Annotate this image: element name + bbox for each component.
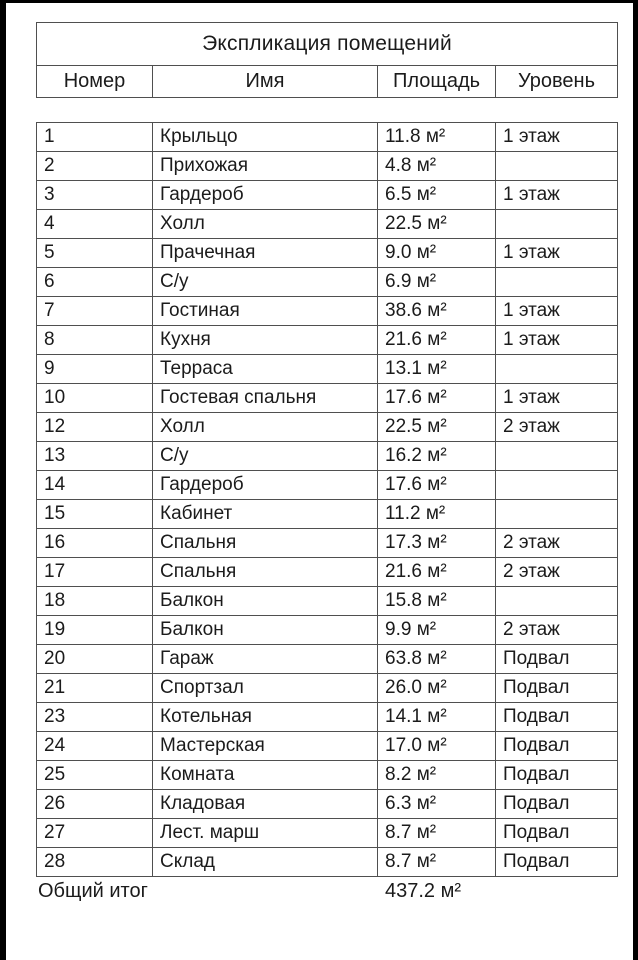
cell-area: 22.5 м² [377, 413, 495, 441]
total-label: Общий итог [38, 879, 148, 902]
cell-level: 2 этаж [495, 558, 617, 586]
cell-area: 16.2 м² [377, 442, 495, 470]
table-row [37, 760, 617, 789]
cell-number: 26 [44, 793, 66, 814]
table-row [37, 412, 617, 441]
cell-area: 63.8 м² [377, 645, 495, 673]
table-row [37, 818, 617, 847]
cell-area: 8.2 м² [377, 761, 495, 789]
cell-number: 23 [44, 706, 66, 727]
table-row [37, 325, 617, 354]
table-row [37, 267, 617, 296]
cell-level: 2 этаж [495, 616, 617, 644]
cell-name: Гардероб [152, 471, 377, 499]
table-row [37, 499, 617, 528]
table-row [37, 644, 617, 673]
cell-area: 11.2 м² [377, 500, 495, 528]
rooms-table [36, 122, 618, 877]
cell-area: 11.8 м² [377, 123, 495, 151]
cell-name: Гостиная [152, 297, 377, 325]
cell-number: 24 [44, 735, 66, 756]
cell-name: Комната [152, 761, 377, 789]
cell-name: Гостевая спальня [152, 384, 377, 412]
cell-area: 15.8 м² [377, 587, 495, 615]
table-row [37, 180, 617, 209]
cell-name: Котельная [152, 703, 377, 731]
table-row [37, 528, 617, 557]
cell-number: 21 [44, 677, 66, 698]
cell-name: Спальня [152, 558, 377, 586]
cell-level [495, 471, 617, 499]
table-row [37, 586, 617, 615]
cell-number: 20 [44, 648, 66, 669]
cell-area: 17.6 м² [377, 384, 495, 412]
table-row [37, 731, 617, 760]
cell-name: Кладовая [152, 790, 377, 818]
cell-area: 21.6 м² [377, 326, 495, 354]
column-header-number: Номер [63, 70, 126, 92]
column-header-level: Уровень [495, 66, 617, 97]
cell-level: 1 этаж [495, 181, 617, 209]
table-row [37, 151, 617, 180]
cell-level: Подвал [495, 819, 617, 847]
cell-level: Подвал [495, 790, 617, 818]
cell-number: 16 [44, 532, 66, 553]
column-header-area: Площадь [377, 66, 495, 97]
cell-area: 9.9 м² [377, 616, 495, 644]
scan-edge-left [0, 0, 6, 960]
cell-level [495, 355, 617, 383]
cell-name: Гараж [152, 645, 377, 673]
cell-number: 12 [44, 416, 66, 437]
cell-level [495, 442, 617, 470]
cell-area: 6.3 м² [377, 790, 495, 818]
table-row [37, 615, 617, 644]
cell-level: Подвал [495, 703, 617, 731]
cell-name: Спортзал [152, 674, 377, 702]
cell-level [495, 152, 617, 180]
cell-name: С/у [152, 442, 377, 470]
cell-number: 9 [44, 358, 55, 379]
cell-area: 8.7 м² [377, 848, 495, 876]
cell-level: 1 этаж [495, 384, 617, 412]
cell-name: Кабинет [152, 500, 377, 528]
total-row [38, 876, 618, 906]
cell-name: С/у [152, 268, 377, 296]
table-row [37, 557, 617, 586]
cell-name: Лест. марш [152, 819, 377, 847]
cell-number: 4 [44, 213, 55, 234]
cell-name: Склад [152, 848, 377, 876]
cell-name: Прихожая [152, 152, 377, 180]
cell-area: 22.5 м² [377, 210, 495, 238]
cell-number: 27 [44, 822, 66, 843]
cell-level: Подвал [495, 645, 617, 673]
column-header-row [37, 66, 617, 97]
cell-level: 1 этаж [495, 326, 617, 354]
cell-number: 13 [44, 445, 66, 466]
table-header-block [36, 22, 618, 98]
cell-name: Терраса [152, 355, 377, 383]
cell-level: Подвал [495, 732, 617, 760]
total-value: 437.2 м² [385, 879, 462, 902]
cell-level: 1 этаж [495, 123, 617, 151]
cell-number: 5 [44, 242, 55, 263]
cell-level: Подвал [495, 674, 617, 702]
cell-name: Мастерская [152, 732, 377, 760]
cell-name: Прачечная [152, 239, 377, 267]
cell-level [495, 268, 617, 296]
cell-area: 6.9 м² [377, 268, 495, 296]
cell-level [495, 500, 617, 528]
cell-name: Холл [152, 413, 377, 441]
cell-area: 17.6 м² [377, 471, 495, 499]
table-row [37, 354, 617, 383]
table-row [37, 238, 617, 267]
cell-area: 26.0 м² [377, 674, 495, 702]
cell-name: Холл [152, 210, 377, 238]
cell-name: Крыльцо [152, 123, 377, 151]
cell-area: 14.1 м² [377, 703, 495, 731]
cell-name: Балкон [152, 587, 377, 615]
table-row [37, 470, 617, 499]
cell-level: 2 этаж [495, 529, 617, 557]
cell-area: 38.6 м² [377, 297, 495, 325]
cell-name: Спальня [152, 529, 377, 557]
table-row [37, 847, 617, 876]
table-row [37, 441, 617, 470]
cell-area: 9.0 м² [377, 239, 495, 267]
table-row [37, 383, 617, 412]
cell-level [495, 587, 617, 615]
table-row [37, 702, 617, 731]
column-header-name: Имя [152, 66, 377, 97]
cell-number: 28 [44, 851, 66, 872]
cell-number: 7 [44, 300, 55, 321]
cell-level: Подвал [495, 761, 617, 789]
scan-edge-right [633, 0, 638, 960]
table-row [37, 209, 617, 238]
scan-edge-top [0, 0, 638, 3]
cell-level [495, 210, 617, 238]
table-row [37, 789, 617, 818]
cell-area: 8.7 м² [377, 819, 495, 847]
cell-area: 17.3 м² [377, 529, 495, 557]
cell-name: Кухня [152, 326, 377, 354]
cell-number: 6 [44, 271, 55, 292]
cell-number: 1 [44, 126, 55, 147]
cell-number: 25 [44, 764, 66, 785]
table-row [37, 673, 617, 702]
cell-level: 1 этаж [495, 239, 617, 267]
cell-level: 2 этаж [495, 413, 617, 441]
page-title: Экспликация помещений [37, 23, 617, 66]
cell-number: 3 [44, 184, 55, 205]
cell-number: 17 [44, 561, 66, 582]
cell-area: 21.6 м² [377, 558, 495, 586]
cell-area: 6.5 м² [377, 181, 495, 209]
cell-name: Балкон [152, 616, 377, 644]
table-row [37, 123, 617, 151]
cell-level: 1 этаж [495, 297, 617, 325]
cell-name: Гардероб [152, 181, 377, 209]
table-row [37, 296, 617, 325]
cell-area: 13.1 м² [377, 355, 495, 383]
cell-number: 15 [44, 503, 66, 524]
cell-number: 10 [44, 387, 66, 408]
cell-area: 17.0 м² [377, 732, 495, 760]
cell-area: 4.8 м² [377, 152, 495, 180]
cell-number: 19 [44, 619, 66, 640]
cell-number: 2 [44, 155, 55, 176]
cell-number: 18 [44, 590, 66, 611]
cell-number: 8 [44, 329, 55, 350]
cell-level: Подвал [495, 848, 617, 876]
cell-number: 14 [44, 474, 66, 495]
